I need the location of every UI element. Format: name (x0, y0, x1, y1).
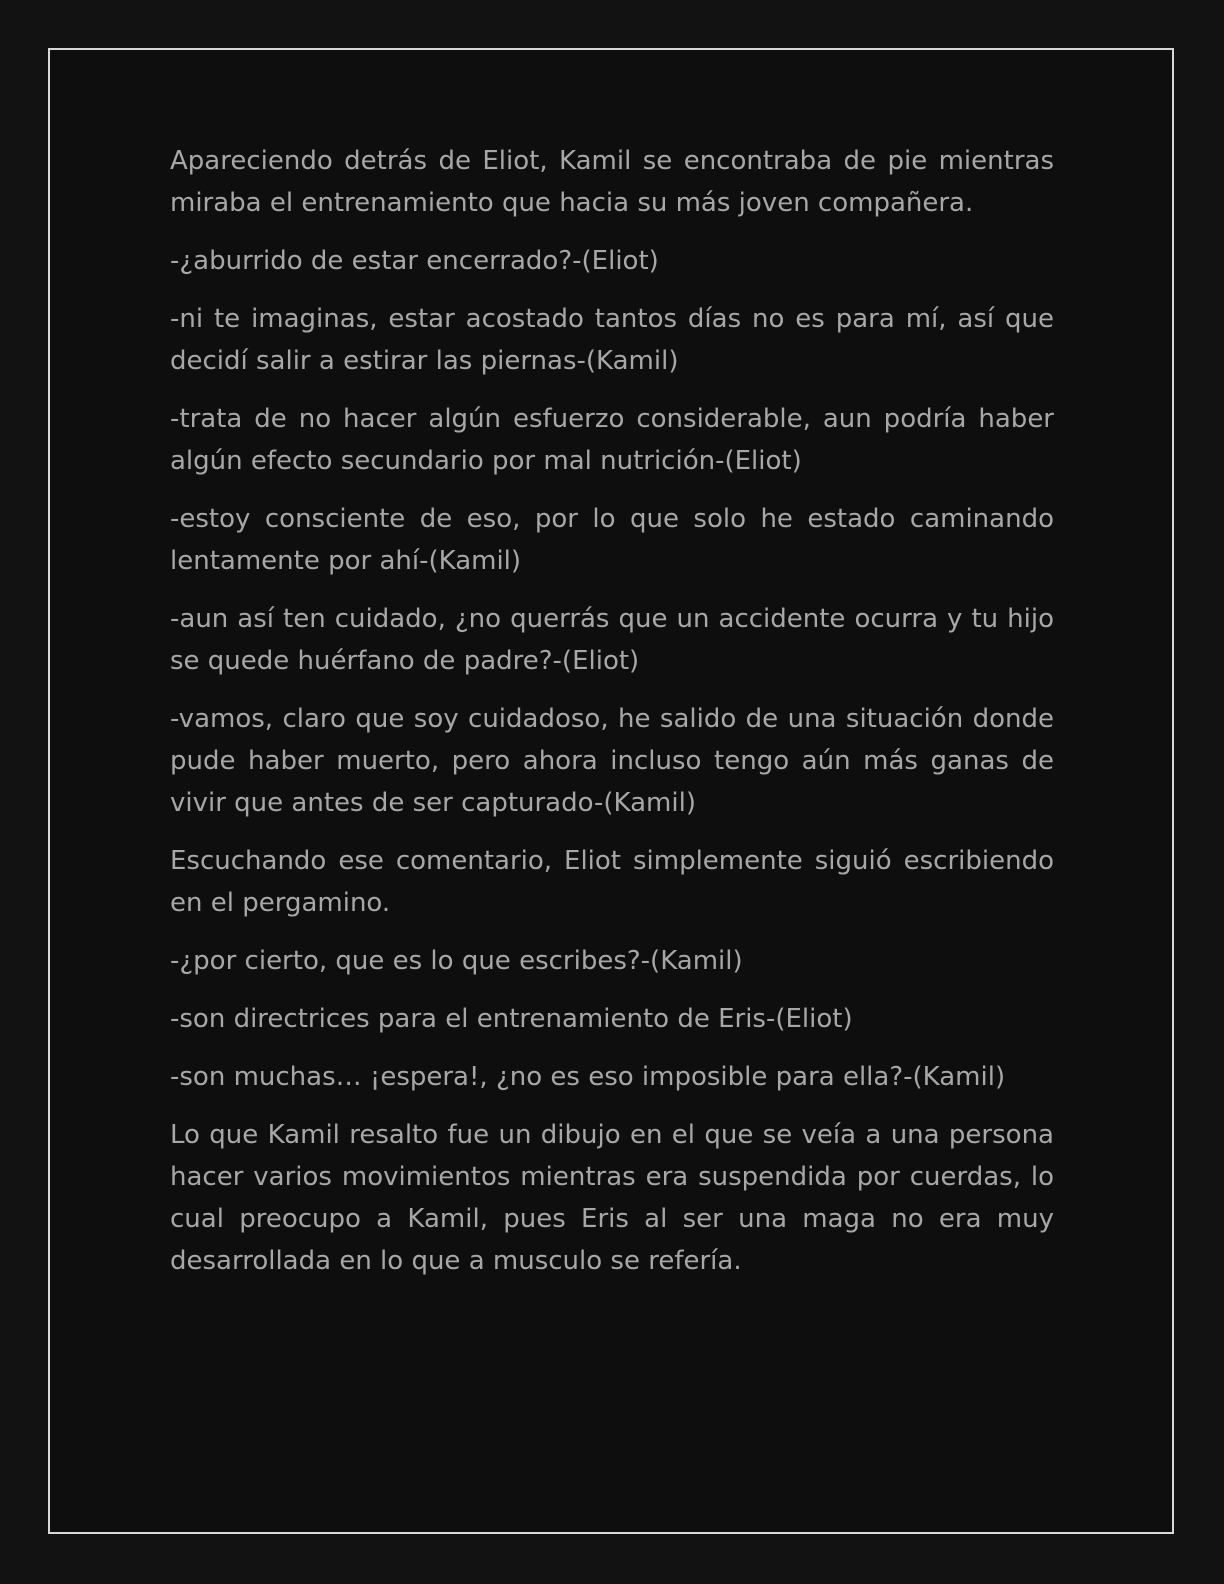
paragraph: -son directrices para el entrenamiento de Eris-(Eliot) (170, 1004, 853, 1034)
paragraph: Escuchando ese comentario, Eliot simplemente siguió escribiendo en el pergamino. (170, 846, 1054, 918)
paragraph: Apareciendo detrás de Eliot, Kamil se encontraba de pie mientras miraba el entrenamiento que hacia su más joven compañera. (170, 146, 1054, 218)
paragraph: -vamos, claro que soy cuidadoso, he salido de una situación donde pude haber muerto, pero ahora incluso tengo aún más ganas de vivir que antes de ser capturado-(Kamil) (170, 704, 1054, 818)
paragraph: -¿por cierto, que es lo que escribes?-(Kamil) (170, 946, 743, 976)
document-body (170, 140, 1054, 1298)
paragraph: -aun así ten cuidado, ¿no querrás que un accidente ocurra y tu hijo se quede huérfano de padre?-(Eliot) (170, 604, 1054, 676)
paragraph: -¿aburrido de estar encerrado?-(Eliot) (170, 246, 659, 276)
paragraph: -ni te imaginas, estar acostado tantos días no es para mí, así que decidí salir a estirar las piernas-(Kamil) (170, 304, 1054, 376)
paragraph: -son muchas… ¡espera!, ¿no es eso imposible para ella?-(Kamil) (170, 1062, 1006, 1092)
paragraph: -trata de no hacer algún esfuerzo considerable, aun podría haber algún efecto secundario por mal nutrición-(Eliot) (170, 404, 1054, 476)
paragraph: Lo que Kamil resalto fue un dibujo en el que se veía a una persona hacer varios movimientos mientras era suspendida por cuerdas, lo cual preocupo a Kamil, pues Eris al ser una maga no era muy desarrollada en lo que a musculo se refería. (170, 1120, 1054, 1276)
paragraph: -estoy consciente de eso, por lo que solo he estado caminando lentamente por ahí-(Kamil) (170, 504, 1054, 576)
